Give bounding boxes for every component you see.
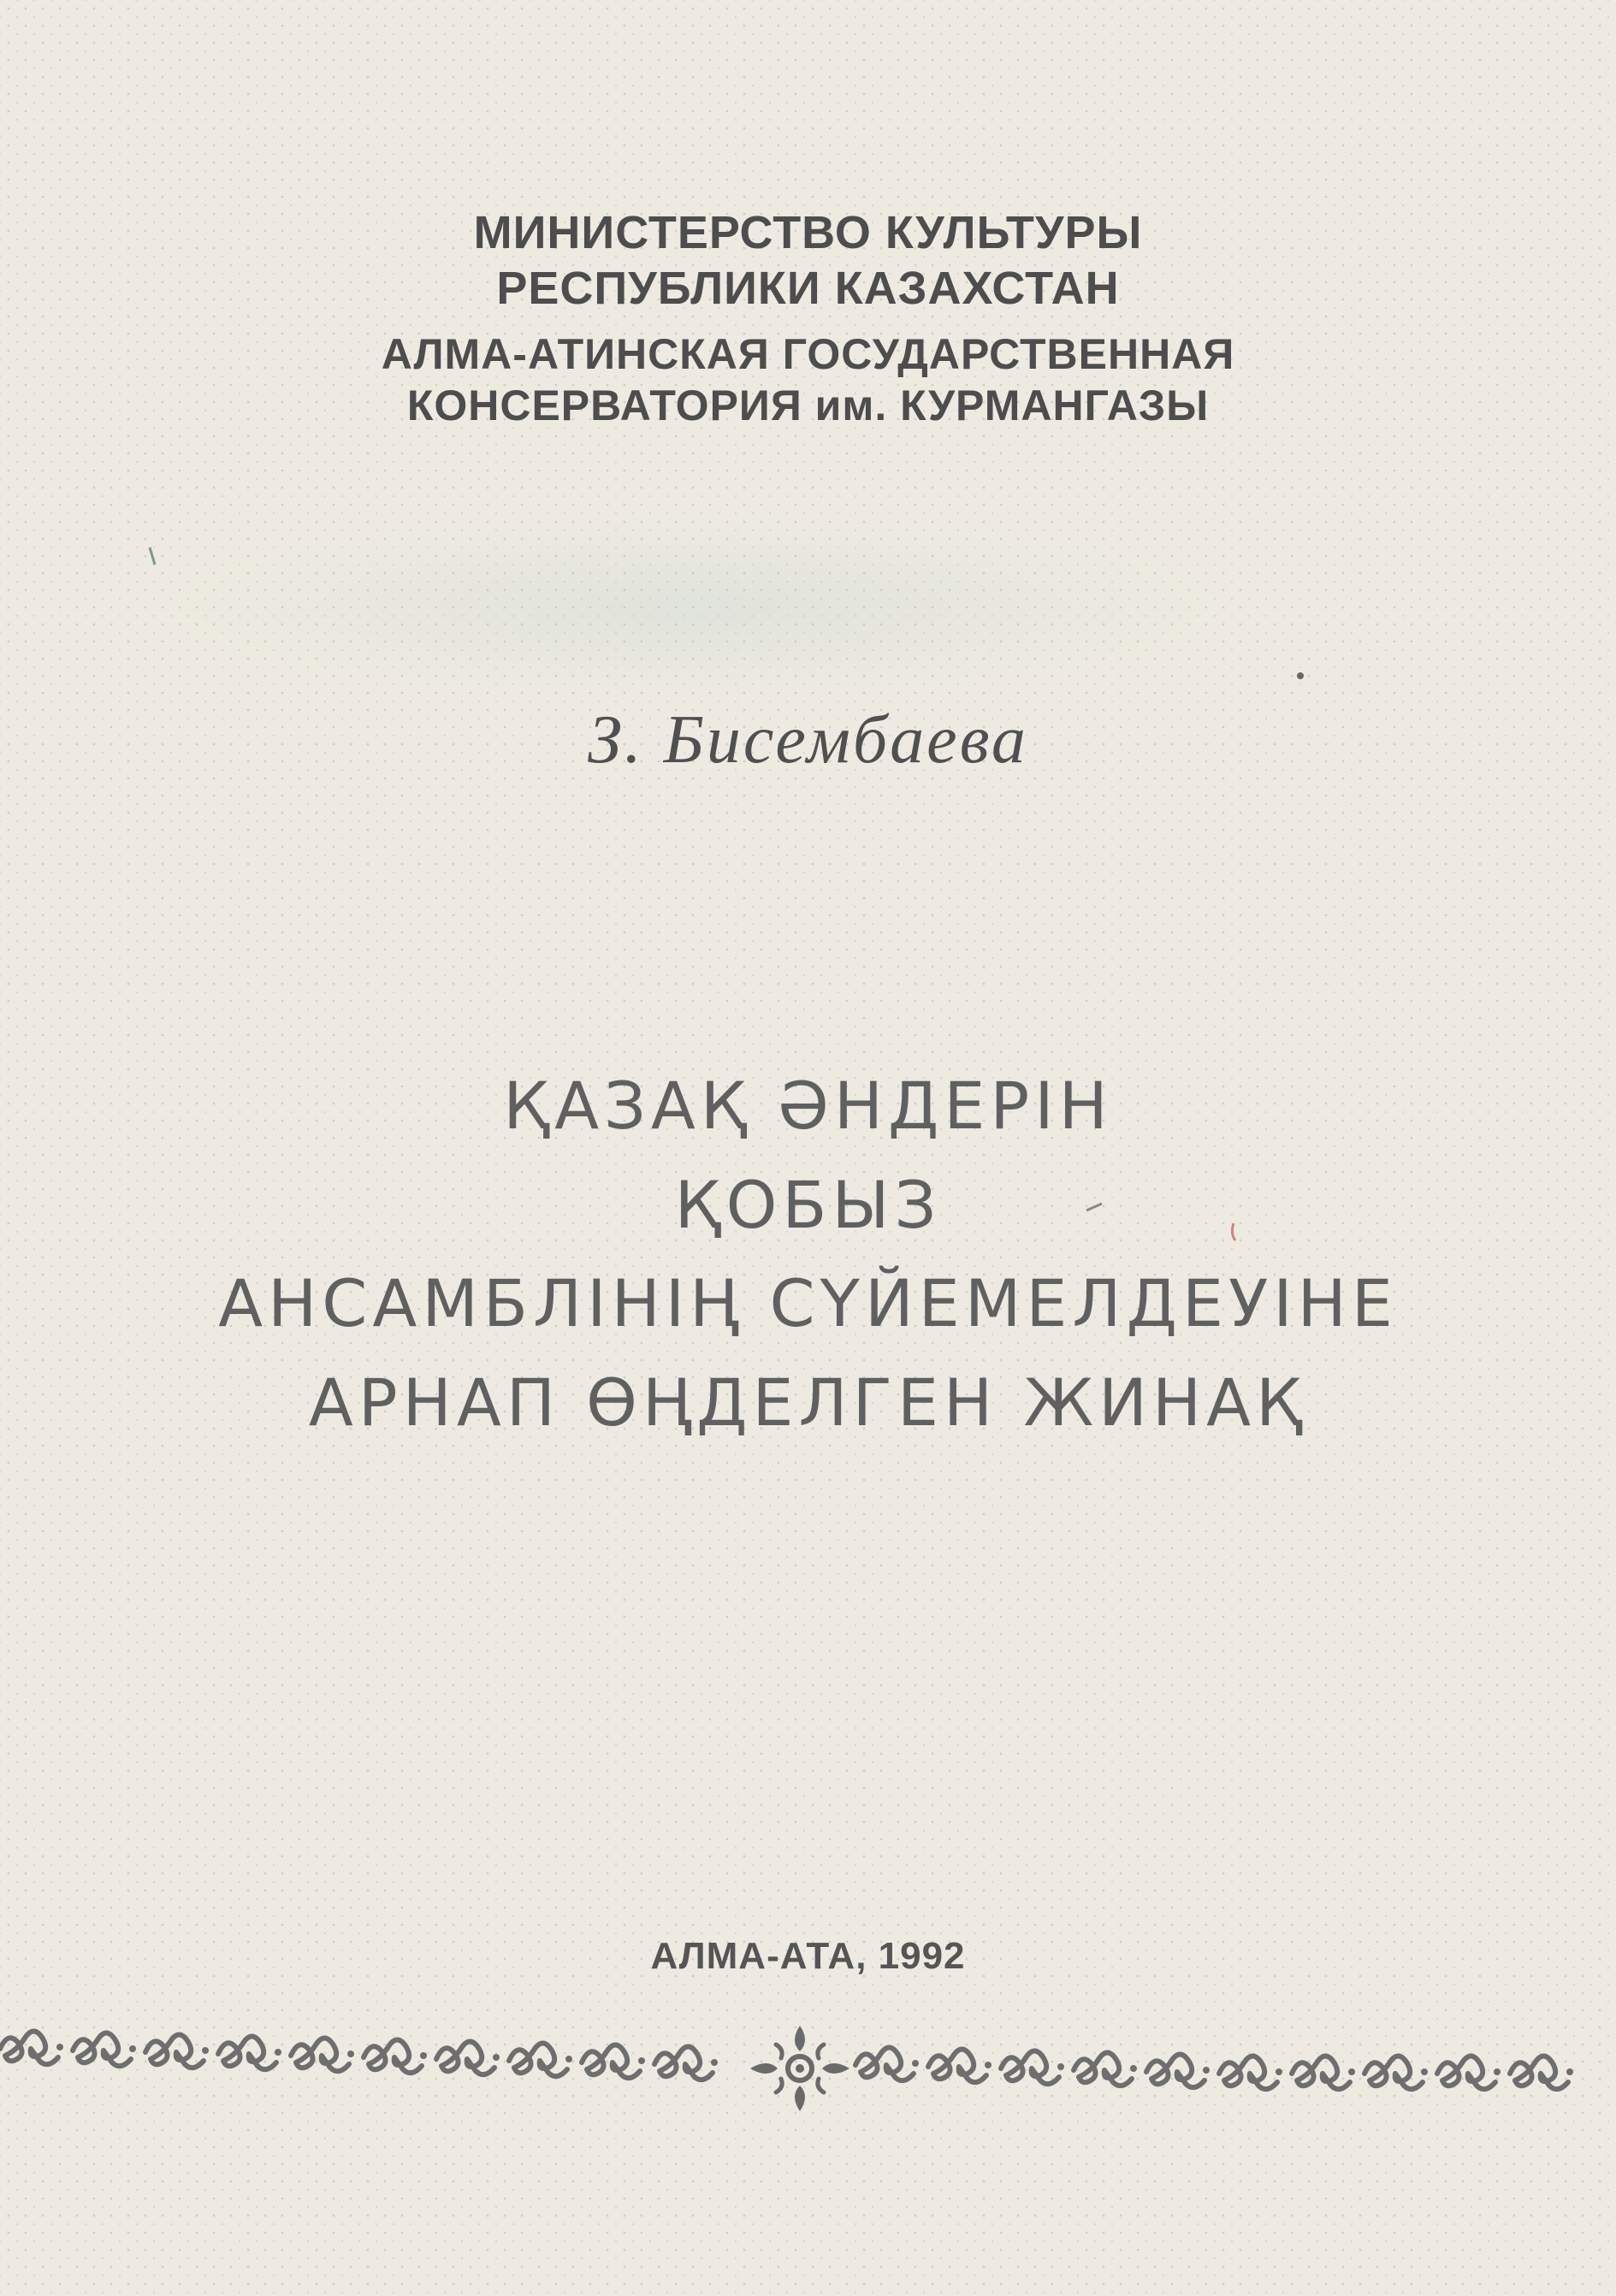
ornament-left-run [0, 2031, 718, 2080]
publisher-header [0, 205, 1616, 431]
author-name: З. Бисембаева [588, 702, 1028, 778]
center-rosette-ornament [750, 2026, 849, 2111]
ministry-line-2: РЕСПУБЛИКИ КАЗАХСТАН [496, 262, 1120, 314]
imprint-place-year: АЛМА-АТА, 1992 [650, 1935, 966, 1977]
ornament-right-run [855, 2047, 1573, 2089]
ministry-line-1: МИНИСТЕРСТВО КУЛЬТУРЫ [473, 207, 1143, 258]
paper-stain [137, 513, 1249, 701]
conservatory-line-2: КОНСЕРВАТОРИЯ им. КУРМАНГАЗЫ [406, 381, 1210, 429]
title-line-2: ҚОБЫЗ [674, 1166, 942, 1243]
title-line-4: АРНАП ӨҢДЕЛГЕН ЖИНАҚ [308, 1364, 1308, 1441]
book-title [0, 1056, 1616, 1452]
ornamental-border-band [0, 2002, 1616, 2130]
title-line-1: ҚАЗАҚ ӘНДЕРІН [503, 1068, 1113, 1144]
conservatory-line-1: АЛМА-АТИНСКАЯ ГОСУДАРСТВЕННАЯ [381, 329, 1235, 378]
title-line-3: АНСАМБЛІНІҢ СҮЙЕМЕЛДЕУІНЕ [218, 1265, 1398, 1342]
